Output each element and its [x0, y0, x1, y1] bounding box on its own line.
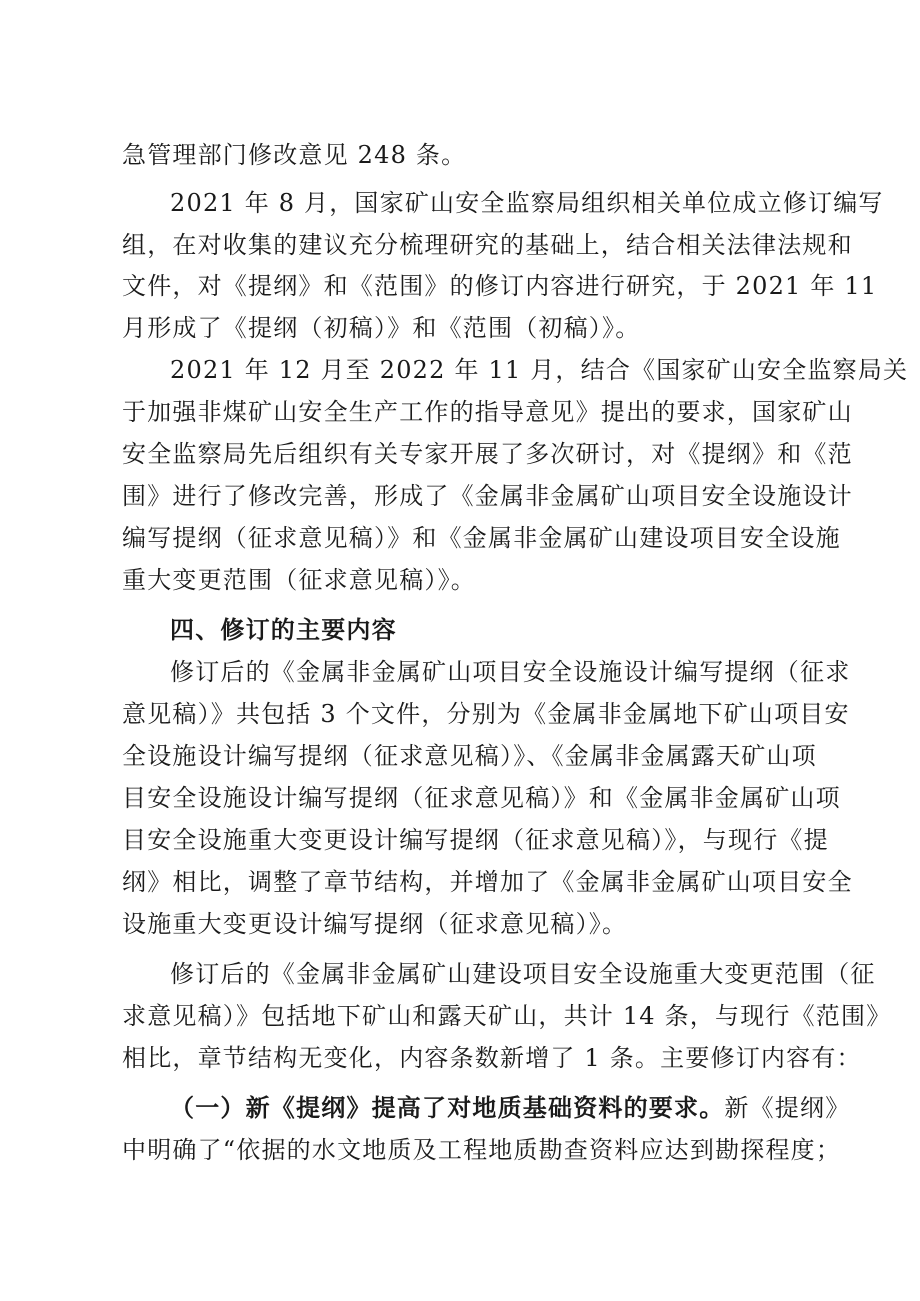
- paragraph-line: 组，在对收集的建议充分梳理研究的基础上，结合相关法律法规和: [122, 231, 853, 259]
- paragraph-line: 全设施设计编写提纲（征求意见稿）》、《金属非金属露天矿山项: [122, 742, 817, 770]
- paragraph-line: 意见稿）》共包括 3 个文件，分别为《金属非金属地下矿山项目安: [122, 700, 850, 728]
- paragraph-line: 急管理部门修改意见 248 条。: [122, 141, 467, 169]
- paragraph-line: 目安全设施设计编写提纲（征求意见稿）》和《金属非金属矿山项: [122, 784, 841, 812]
- paragraph-line: 修订后的《金属非金属矿山项目安全设施设计编写提纲（征求: [170, 658, 851, 686]
- paragraph-line: 修订后的《金属非金属矿山建设项目安全设施重大变更范围（征: [170, 960, 876, 988]
- paragraph-line: 月形成了《提纲（初稿）》和《范围（初稿）》。: [122, 314, 641, 342]
- paragraph-line: 于加强非煤矿山安全生产工作的指导意见》提出的要求，国家矿山: [122, 398, 853, 426]
- paragraph-line: 相比，章节结构无变化，内容条数新增了 1 条。主要修订内容有：: [122, 1044, 862, 1072]
- paragraph-line: 安全监察局先后组织有关专家开展了多次研讨，对《提纲》和《范: [122, 440, 853, 468]
- paragraph-line: 目安全设施重大变更设计编写提纲（征求意见稿）》，与现行《提: [122, 826, 829, 854]
- paragraph-line: 重大变更范围（征求意见稿）》。: [122, 566, 476, 594]
- paragraph-line: 2021 年 8 月，国家矿山安全监察局组织相关单位成立修订编写: [170, 189, 884, 217]
- bold-subheading: [170, 1092, 851, 1124]
- subheading-trailing-text: 新《提纲》: [724, 1094, 851, 1122]
- paragraph-line: 围》进行了修改完善，形成了《金属非金属矿山项目安全设施设计: [122, 482, 853, 510]
- paragraph-line: 设施重大变更设计编写提纲（征求意见稿）》。: [122, 910, 628, 938]
- paragraph-line: 中明确了“依据的水文地质及工程地质勘查资料应达到勘探程度；: [122, 1136, 842, 1164]
- subheading-bold-text: （一）新《提纲》提高了对地质基础资料的要求。: [170, 1093, 725, 1122]
- paragraph-line: 文件，对《提纲》和《范围》的修订内容进行研究，于 2021 年 11: [122, 272, 878, 300]
- paragraph-line: 纲》相比，调整了章节结构，并增加了《金属非金属矿山项目安全: [122, 868, 853, 896]
- paragraph-line: 编写提纲（征求意见稿）》和《金属非金属矿山建设项目安全设施: [122, 524, 841, 552]
- section-heading: 四、修订的主要内容: [170, 616, 397, 644]
- paragraph-line: 求意见稿）》包括地下矿山和露天矿山，共计 14 条，与现行《范围》: [122, 1002, 892, 1030]
- paragraph-line: 2021 年 12 月至 2022 年 11 月，结合《国家矿山安全监察局关: [170, 356, 909, 384]
